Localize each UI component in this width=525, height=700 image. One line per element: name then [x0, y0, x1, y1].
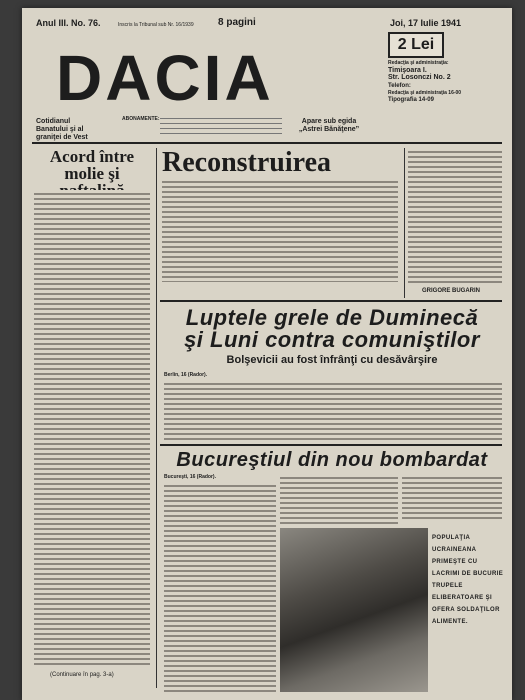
subscription-fine-print	[160, 116, 282, 136]
column-divider	[404, 148, 405, 298]
issue-date: Joi, 17 Iulie 1941	[390, 18, 462, 28]
section-rule	[160, 444, 502, 446]
main-article-headline: Reconstruirea	[162, 147, 331, 178]
bucharest-article-col1	[164, 482, 276, 692]
masthead-subtitle	[36, 118, 88, 142]
section-rule	[160, 300, 502, 302]
bucharest-dateline: Bucureşti, 16 (Rador).	[164, 474, 216, 480]
main-article-author: GRIGORE BUGARIN	[422, 288, 481, 294]
registration-note: Inscris la Tribunal sub Nr. 16/1939	[118, 22, 194, 28]
office-info	[388, 60, 461, 104]
sponsor-line: „Astrei Bănăţene”	[298, 126, 360, 133]
subtitle-line: Banatului şi al	[36, 126, 84, 133]
battle-dateline: Berlin, 16 (Rador).	[164, 372, 208, 378]
issue-number: Anul III. No. 76.	[36, 18, 101, 28]
battle-subhead: Bolşevicii au fost înfrânţi cu desăvârşire	[226, 354, 438, 366]
office-line: Redacţia şi administraţia:	[388, 60, 449, 66]
phone-line: Redacţia şi administraţia 16-00	[388, 90, 462, 96]
office-line: Timişoara I.	[388, 67, 427, 74]
page-count: 8 pagini	[218, 17, 256, 28]
bucharest-article-col3	[402, 474, 502, 520]
column-divider	[156, 148, 157, 688]
main-article-continued-body	[408, 148, 502, 284]
sponsor-line: Apare sub egida	[301, 118, 357, 125]
battle-article-body	[164, 380, 502, 440]
ukraine-photo	[280, 528, 428, 692]
battle-headline-line2: şi Luni contra comuniştilor	[184, 327, 480, 352]
left-article-continued: (Continuare în pag. 3-a)	[50, 672, 114, 678]
subscriptions-label: ABONAMENTE:	[122, 116, 160, 122]
battle-headline-line1: Luptele grele de Duminecă	[185, 305, 479, 330]
bucharest-article-col2	[280, 474, 398, 524]
bucharest-headline: Bucureştiul din nou bombardat	[176, 449, 488, 471]
photo-caption: POPULAŢIA UCRAINEANA PRIMEŞTE CU LACRIMI DE BUCURIE TRUPELE ELIBERATOARE ŞI OFERA SOLDAŢILOR ALIMENTE.	[432, 535, 504, 625]
sponsor	[290, 118, 368, 134]
left-article-headline: Acord între molie şi	[49, 147, 135, 183]
office-line: Str. Losonczi No. 2	[388, 74, 451, 81]
left-article-body	[34, 190, 150, 668]
masthead-rule	[32, 142, 502, 144]
phone-line: Tipografia 14-09	[388, 97, 434, 103]
subtitle-line: graniţei de Vest	[36, 134, 88, 141]
subtitle-line: Cotidianul	[36, 118, 71, 125]
phone-label: Telefon:	[388, 83, 411, 89]
newspaper-page	[22, 8, 512, 700]
masthead-title: DACIA	[56, 42, 274, 114]
main-article-body	[162, 178, 398, 282]
price-box: 2 Lei	[388, 32, 444, 58]
